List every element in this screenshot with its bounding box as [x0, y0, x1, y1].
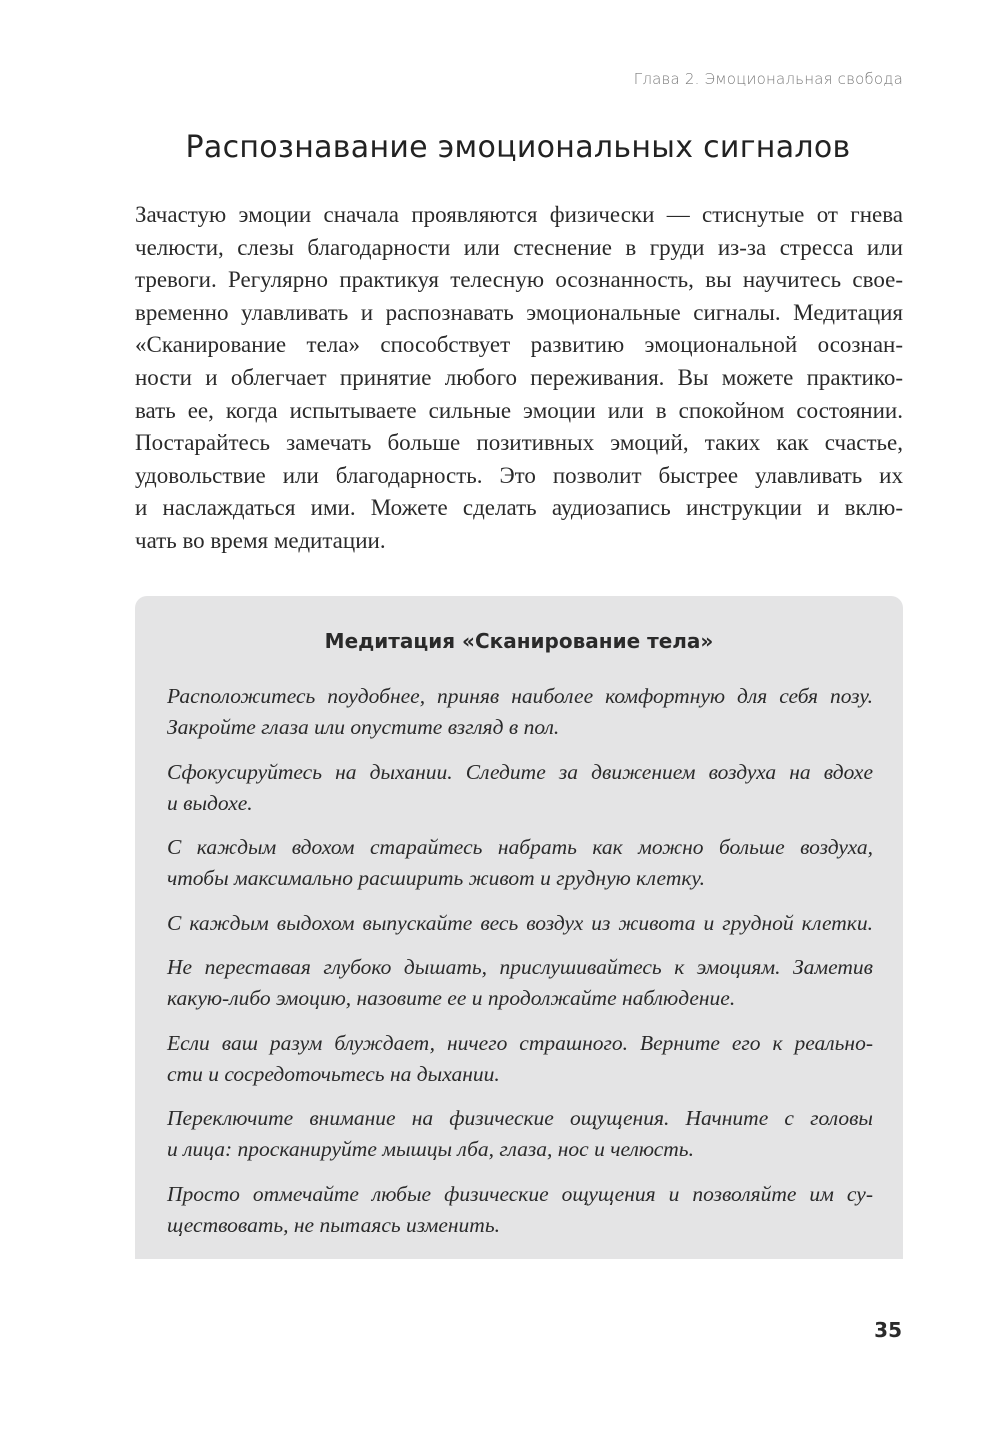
body-line: вать ее, когда испытываете сильные эмоции или в спокойном состоянии. — [135, 397, 903, 423]
meditation-step — [167, 908, 873, 939]
step-line: Сфокусируйтесь на дыхании. Следите за движением воздуха на вдохе — [167, 759, 873, 784]
meditation-steps — [167, 681, 873, 1254]
step-line: чтобы максимально расширить живот и грудную клетку. — [167, 866, 705, 890]
meditation-step — [167, 681, 873, 743]
body-line: и наслаждаться ими. Можете сделать аудиозапись инструкции и вклю- — [135, 495, 903, 521]
step-line: С каждым вдохом старайтесь набрать как можно больше воздуха, — [167, 835, 873, 859]
body-line: ности и облегчает принятие любого переживания. Вы можете практико- — [135, 364, 903, 390]
step-line: С каждым выдохом выпускайте весь воздух из живота и грудной клетки. — [167, 910, 873, 935]
step-line: и выдохе. — [167, 790, 253, 815]
step-line: какую-либо эмоцию, назовите ее и продолжайте наблюдение. — [167, 986, 736, 1010]
body-line: чать во время медитации. — [135, 527, 386, 553]
meditation-step — [167, 1103, 873, 1165]
meditation-box — [135, 596, 903, 1259]
meditation-step — [167, 952, 873, 1014]
step-line: и лица: просканируйте мышцы лба, глаза, нос и челюсть. — [167, 1137, 694, 1161]
step-line: Закройте глаза или опустите взгляд в пол. — [167, 715, 560, 739]
step-line: сти и сосредоточьтесь на дыхании. — [167, 1061, 500, 1086]
body-paragraph — [135, 199, 903, 558]
body-line: Постарайтесь замечать больше позитивных эмоций, таких как счастье, — [135, 430, 903, 456]
step-line: Если ваш разум блуждает, ничего страшного. Верните его к реально- — [167, 1030, 873, 1055]
running-head: Глава 2. Эмоциональная свобода — [633, 70, 903, 88]
body-line: Зачастую эмоции сначала проявляются физически — стиснутые от гнева — [135, 202, 903, 227]
body-line: челюсти, слезы благодарности или стеснение в груди из-за стресса или — [135, 234, 903, 260]
step-line: ществовать, не пытаясь изменить. — [167, 1212, 500, 1237]
body-line: тревоги. Регулярно практикуя телесную осознанность, вы научитесь свое- — [135, 267, 903, 293]
section-title: Распознавание эмоциональных сигналов — [185, 130, 851, 165]
body-line: временно улавливать и распознавать эмоциональные сигналы. Медитация — [135, 299, 903, 325]
step-line: Переключите внимание на физические ощущения. Начните с головы — [167, 1106, 873, 1130]
meditation-step — [167, 757, 873, 819]
step-line: Не переставая глубоко дышать, прислушивайтесь к эмоциям. Заметив — [167, 955, 873, 979]
meditation-step — [167, 1028, 873, 1090]
meditation-step — [167, 1179, 873, 1241]
body-line: удовольствие или благодарность. Это позволит быстрее улавливать их — [135, 462, 903, 488]
meditation-step — [167, 832, 873, 894]
step-line: Просто отмечайте любые физические ощущения и позволяйте им су- — [167, 1181, 873, 1206]
step-line: Расположитесь поудобнее, приняв наиболее комфортную для себя позу. — [167, 684, 873, 708]
body-line: «Сканирование тела» способствует развитию эмоциональной осознан- — [135, 332, 903, 358]
meditation-title: Медитация «Сканирование тела» — [324, 629, 714, 653]
page-number: 35 — [874, 1318, 902, 1342]
